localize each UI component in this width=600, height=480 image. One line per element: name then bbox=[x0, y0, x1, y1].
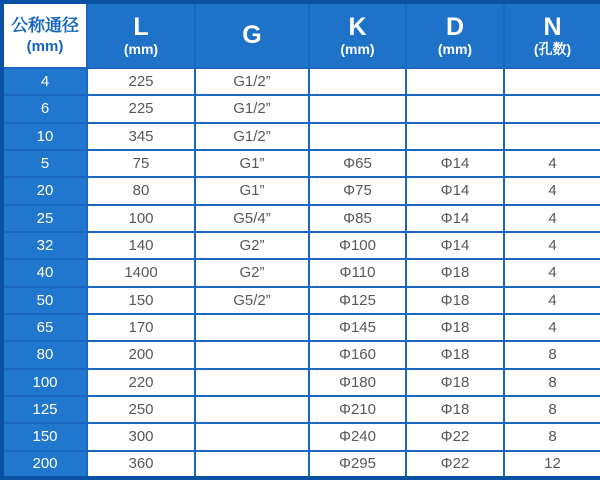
cell-N: 4 bbox=[504, 205, 600, 232]
cell-D: Φ14 bbox=[406, 232, 504, 259]
cell-K: Φ145 bbox=[309, 314, 406, 341]
header-unit-label: (mm) bbox=[26, 37, 64, 55]
cell-K: Φ85 bbox=[309, 205, 406, 232]
cell-L: 250 bbox=[87, 396, 195, 423]
cell-N: 4 bbox=[504, 177, 600, 204]
column-header-L bbox=[87, 2, 195, 68]
table-row bbox=[2, 369, 600, 396]
table-row bbox=[2, 451, 600, 478]
header-unit-label: (mm) bbox=[123, 41, 159, 58]
cell-G bbox=[195, 396, 309, 423]
cell-L: 225 bbox=[87, 95, 195, 122]
table-row bbox=[2, 287, 600, 314]
header-unit-label: (mm) bbox=[437, 41, 473, 58]
table-row bbox=[2, 205, 600, 232]
cell-G: G2” bbox=[195, 259, 309, 286]
header-unit-label: (mm) bbox=[340, 41, 375, 58]
cell-nominal-diameter: 50 bbox=[2, 287, 87, 314]
cell-D: Φ18 bbox=[406, 396, 504, 423]
column-header-G bbox=[195, 2, 309, 68]
table-row bbox=[2, 423, 600, 450]
cell-D: Φ18 bbox=[406, 369, 504, 396]
cell-D bbox=[406, 95, 504, 122]
cell-K: Φ110 bbox=[309, 259, 406, 286]
cell-nominal-diameter: 5 bbox=[2, 150, 87, 177]
cell-G: G1/2” bbox=[195, 123, 309, 150]
cell-K bbox=[309, 68, 406, 95]
column-header-N bbox=[504, 2, 600, 68]
table-row bbox=[2, 68, 600, 95]
cell-nominal-diameter: 125 bbox=[2, 396, 87, 423]
cell-D bbox=[406, 68, 504, 95]
cell-D: Φ18 bbox=[406, 314, 504, 341]
cell-N bbox=[504, 95, 600, 122]
header-row bbox=[2, 2, 600, 68]
cell-nominal-diameter: 4 bbox=[2, 68, 87, 95]
cell-nominal-diameter: 80 bbox=[2, 341, 87, 368]
cell-L: 200 bbox=[87, 341, 195, 368]
cell-K: Φ210 bbox=[309, 396, 406, 423]
cell-L: 345 bbox=[87, 123, 195, 150]
cell-nominal-diameter: 100 bbox=[2, 369, 87, 396]
cell-G bbox=[195, 369, 309, 396]
cell-G bbox=[195, 451, 309, 478]
cell-K bbox=[309, 95, 406, 122]
cell-nominal-diameter: 32 bbox=[2, 232, 87, 259]
header-main-label: 公称通径 bbox=[11, 16, 79, 36]
cell-K: Φ100 bbox=[309, 232, 406, 259]
cell-D: Φ22 bbox=[406, 451, 504, 478]
cell-L: 150 bbox=[87, 287, 195, 314]
cell-N bbox=[504, 123, 600, 150]
cell-nominal-diameter: 10 bbox=[2, 123, 87, 150]
cell-D: Φ18 bbox=[406, 287, 504, 314]
table-row bbox=[2, 95, 600, 122]
cell-N: 8 bbox=[504, 423, 600, 450]
header-main-label: N bbox=[543, 12, 562, 41]
cell-K: Φ180 bbox=[309, 369, 406, 396]
cell-G: G1” bbox=[195, 177, 309, 204]
cell-N: 4 bbox=[504, 150, 600, 177]
cell-G: G5/2” bbox=[195, 287, 309, 314]
table-row bbox=[2, 177, 600, 204]
cell-N: 8 bbox=[504, 369, 600, 396]
cell-D: Φ14 bbox=[406, 205, 504, 232]
cell-K: Φ240 bbox=[309, 423, 406, 450]
cell-N: 8 bbox=[504, 396, 600, 423]
cell-L: 1400 bbox=[87, 259, 195, 286]
cell-K bbox=[309, 123, 406, 150]
cell-L: 75 bbox=[87, 150, 195, 177]
cell-K: Φ75 bbox=[309, 177, 406, 204]
cell-D: Φ22 bbox=[406, 423, 504, 450]
table-row bbox=[2, 314, 600, 341]
cell-L: 225 bbox=[87, 68, 195, 95]
cell-G bbox=[195, 423, 309, 450]
table-row bbox=[2, 341, 600, 368]
cell-L: 300 bbox=[87, 423, 195, 450]
cell-G: G1” bbox=[195, 150, 309, 177]
header-main-label: D bbox=[445, 12, 465, 41]
table-body bbox=[2, 68, 600, 478]
cell-nominal-diameter: 6 bbox=[2, 95, 87, 122]
column-header-D bbox=[406, 2, 504, 68]
table-row bbox=[2, 123, 600, 150]
cell-L: 140 bbox=[87, 232, 195, 259]
column-header-K bbox=[309, 2, 406, 68]
column-header-nominal-diameter bbox=[2, 2, 87, 68]
table-row bbox=[2, 232, 600, 259]
header-main-label: K bbox=[348, 12, 367, 41]
cell-G bbox=[195, 341, 309, 368]
cell-K: Φ125 bbox=[309, 287, 406, 314]
table-row bbox=[2, 150, 600, 177]
cell-G: G5/4” bbox=[195, 205, 309, 232]
cell-D: Φ18 bbox=[406, 341, 504, 368]
cell-nominal-diameter: 65 bbox=[2, 314, 87, 341]
cell-N: 12 bbox=[504, 451, 600, 478]
cell-G: G2” bbox=[195, 232, 309, 259]
cell-nominal-diameter: 150 bbox=[2, 423, 87, 450]
cell-D bbox=[406, 123, 504, 150]
cell-L: 170 bbox=[87, 314, 195, 341]
cell-D: Φ14 bbox=[406, 150, 504, 177]
cell-nominal-diameter: 25 bbox=[2, 205, 87, 232]
cell-D: Φ18 bbox=[406, 259, 504, 286]
table-row bbox=[2, 259, 600, 286]
cell-L: 220 bbox=[87, 369, 195, 396]
cell-nominal-diameter: 40 bbox=[2, 259, 87, 286]
cell-K: Φ295 bbox=[309, 451, 406, 478]
cell-N: 4 bbox=[504, 287, 600, 314]
cell-L: 360 bbox=[87, 451, 195, 478]
header-main-label: L bbox=[133, 12, 149, 41]
table-row bbox=[2, 396, 600, 423]
cell-N: 4 bbox=[504, 232, 600, 259]
cell-K: Φ65 bbox=[309, 150, 406, 177]
cell-N: 8 bbox=[504, 341, 600, 368]
cell-N: 4 bbox=[504, 314, 600, 341]
header-unit-label: (孔数) bbox=[533, 41, 572, 58]
cell-nominal-diameter: 200 bbox=[2, 451, 87, 478]
cell-K: Φ160 bbox=[309, 341, 406, 368]
cell-D: Φ14 bbox=[406, 177, 504, 204]
cell-N: 4 bbox=[504, 259, 600, 286]
cell-G: G1/2” bbox=[195, 68, 309, 95]
cell-G: G1/2” bbox=[195, 95, 309, 122]
cell-nominal-diameter: 20 bbox=[2, 177, 87, 204]
cell-L: 100 bbox=[87, 205, 195, 232]
cell-L: 80 bbox=[87, 177, 195, 204]
cell-G bbox=[195, 314, 309, 341]
cell-N bbox=[504, 68, 600, 95]
header-main-label: G bbox=[242, 21, 262, 50]
